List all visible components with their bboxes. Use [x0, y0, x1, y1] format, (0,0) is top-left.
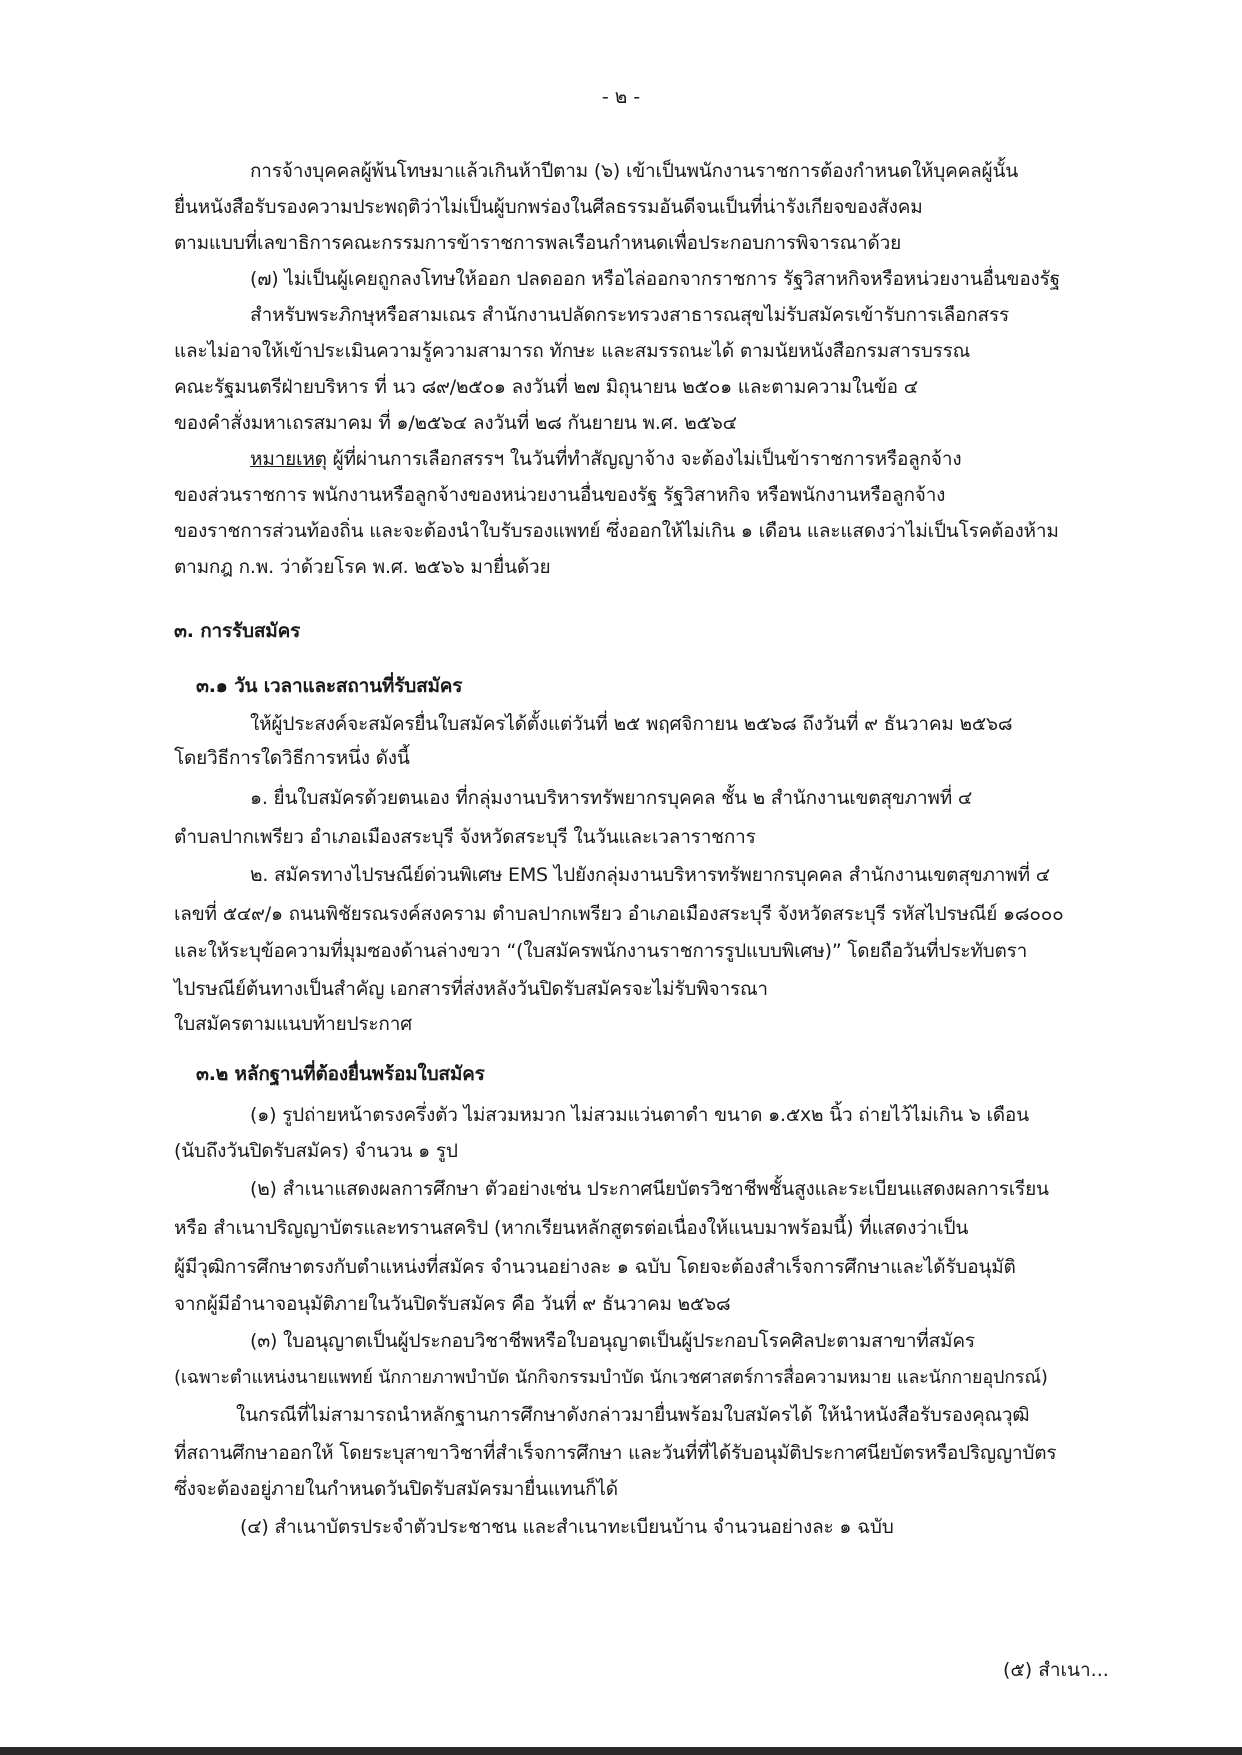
- s31-line: ให้ผู้ประสงค์จะสมัครยื่นใบสมัครได้ตั้งแต่วันที่ ๒๕ พฤศจิกายน ๒๕๖๘ ถึงวันที่ ๙ ธันวาคม ๒๕๖๘: [250, 713, 1013, 735]
- s32-line: ซึ่งจะต้องอยู่ภายในกำหนดวันปิดรับสมัครมายื่นแทนก็ได้: [174, 1478, 618, 1500]
- monk-line: และไม่อาจให้เข้าประเมินความรู้ความสามารถ ทักษะ และสมรรถนะได้ ตามนัยหนังสือกรมสารบรรณ: [174, 340, 971, 362]
- s32-line: ผู้มีวุฒิการศึกษาตรงกับตำแหน่งที่สมัคร จำนวนอย่างละ ๑ ฉบับ โดยจะต้องสำเร็จการศึกษาและได้รับอนุมัติ: [174, 1256, 1016, 1278]
- s31-line: โดยวิธีการใดวิธีการหนึ่ง ดังนี้: [174, 747, 410, 769]
- monk-line: คณะรัฐมนตรีฝ่ายบริหาร ที่ นว ๘๙/๒๕๐๑ ลงวันที่ ๒๗ มิถุนายน ๒๕๐๑ และตามความในข้อ ๔: [174, 376, 918, 398]
- intro-line: ตามแบบที่เลขาธิการคณะกรรมการข้าราชการพลเรือนกำหนดเพื่อประกอบการพิจารณาด้วย: [174, 232, 902, 254]
- monk-line: ของคำสั่งมหาเถรสมาคม ที่ ๑/๒๕๖๔ ลงวันที่ ๒๘ กันยายน พ.ศ. ๒๕๖๔: [174, 412, 737, 434]
- note-line: ของส่วนราชการ พนักงานหรือลูกจ้างของหน่วยงานอื่นของรัฐ รัฐวิสาหกิจ หรือพนักงานหรือลูกจ้าง: [174, 484, 946, 506]
- s31-line: ใบสมัครตามแนบท้ายประกาศ: [174, 1013, 413, 1035]
- s32-line: (๓) ใบอนุญาตเป็นผู้ประกอบวิชาชีพหรือใบอนุญาตเป็นผู้ประกอบโรคศิลปะตามสาขาที่สมัคร: [250, 1330, 975, 1352]
- note-text: ผู้ที่ผ่านการเลือกสรรฯ ในวันที่ทำสัญญาจ้าง จะต้องไม่เป็นข้าราชการหรือลูกจ้าง: [326, 448, 962, 470]
- note-line: ของราชการส่วนท้องถิ่น และจะต้องนำใบรับรองแพทย์ ซึ่งออกให้ไม่เกิน ๑ เดือน และแสดงว่าไม่เป็นโรคต้องห้าม: [174, 520, 1059, 542]
- page-number: - ๒ -: [601, 86, 641, 108]
- section-3-title: ๓. การรับสมัคร: [174, 620, 301, 642]
- s32-line: (๔) สำเนาบัตรประจำตัวประชาชน และสำเนาทะเบียนบ้าน จำนวนอย่างละ ๑ ฉบับ: [240, 1516, 894, 1538]
- s32-line: (นับถึงวันปิดรับสมัคร) จำนวน ๑ รูป: [174, 1140, 458, 1162]
- intro-line: การจ้างบุคคลผู้พ้นโทษมาแล้วเกินห้าปีตาม (๖) เข้าเป็นพนักงานราชการต้องกำหนดให้บุคคลผู้นั้น: [250, 160, 1019, 182]
- section-3-1-title: ๓.๑ วัน เวลาและสถานที่รับสมัคร: [196, 675, 463, 697]
- s32-line: หรือ สำเนาปริญญาบัตรและทรานสคริป (หากเรียนหลักสูตรต่อเนื่องให้แนบมาพร้อมนี้) ที่แสดงว่าเป็น: [174, 1217, 969, 1239]
- s32-line: จากผู้มีอำนาจอนุมัติภายในวันปิดรับสมัคร คือ วันที่ ๙ ธันวาคม ๒๕๖๘: [174, 1293, 731, 1315]
- s32-line: ที่สถานศึกษาออกให้ โดยระบุสาขาวิชาที่สำเร็จการศึกษา และวันที่ที่ได้รับอนุมัติประกาศนียบัตรหรือปริญญาบัตร: [174, 1442, 1057, 1464]
- s31-line: เลขที่ ๕๔๙/๑ ถนนพิชัยรณรงค์สงคราม ตำบลปากเพรียว อำเภอเมืองสระบุรี จังหวัดสระบุรี รหัสไปรษณีย์ ๑๘๐๐๐: [174, 903, 1064, 925]
- s31-line: ๑. ยื่นใบสมัครด้วยตนเอง ที่กลุ่มงานบริหารทรัพยากรบุคคล ชั้น ๒ สำนักงานเขตสุขภาพที่ ๔: [250, 787, 973, 809]
- s32-line: ในกรณีที่ไม่สามารถนำหลักฐานการศึกษาดังกล่าวมายื่นพร้อมใบสมัครได้ ให้นำหนังสือรับรองคุณวุฒิ: [236, 1404, 1030, 1426]
- item-7: (๗) ไม่เป็นผู้เคยถูกลงโทษให้ออก ปลดออก หรือไล่ออกจากราชการ รัฐวิสาหกิจหรือหน่วยงานอื่นของรัฐ: [250, 268, 1060, 290]
- note-line: ตามกฎ ก.พ. ว่าด้วยโรค พ.ศ. ๒๕๖๖ มายื่นด้วย: [174, 556, 551, 578]
- section-3-2-title: ๓.๒ หลักฐานที่ต้องยื่นพร้อมใบสมัคร: [196, 1063, 485, 1085]
- s32-line: (๒) สำเนาแสดงผลการศึกษา ตัวอย่างเช่น ประกาศนียบัตรวิชาชีพชั้นสูงและระเบียนแสดงผลการเรียน: [250, 1178, 1049, 1200]
- note-line: [250, 445, 961, 473]
- s31-line: ไปรษณีย์ต้นทางเป็นสำคัญ เอกสารที่ส่งหลังวันปิดรับสมัครจะไม่รับพิจารณา: [174, 978, 768, 1000]
- s32-line: (๑) รูปถ่ายหน้าตรงครึ่งตัว ไม่สวมหมวก ไม่สวมแว่นตาดำ ขนาด ๑.๕x๒ นิ้ว ถ่ายไว้ไม่เกิน ๖ เดือน: [250, 1104, 1029, 1126]
- s31-line: ๒. สมัครทางไปรษณีย์ด่วนพิเศษ EMS ไปยังกลุ่มงานบริหารทรัพยากรบุคคล สำนักงานเขตสุขภาพที่ ๔: [250, 864, 1050, 886]
- continued-reference: (๕) สำเนา...: [1003, 1659, 1109, 1681]
- s31-line: และให้ระบุข้อความที่มุมซองด้านล่างขวา “(ใบสมัครพนักงานราชการรูปแบบพิเศษ)” โดยถือวันที่ประทับตรา: [174, 940, 1028, 962]
- scan-edge: [0, 1747, 1242, 1755]
- intro-line: ยื่นหนังสือรับรองความประพฤติว่าไม่เป็นผู้บกพร่องในศีลธรรมอันดีจนเป็นที่น่ารังเกียจของสังคม: [174, 196, 923, 218]
- s31-line: ตำบลปากเพรียว อำเภอเมืองสระบุรี จังหวัดสระบุรี ในวันและเวลาราชการ: [174, 826, 756, 848]
- note-label: หมายเหตุ: [250, 448, 327, 470]
- monk-line: สำหรับพระภิกษุหรือสามเณร สำนักงานปลัดกระทรวงสาธารณสุขไม่รับสมัครเข้ารับการเลือกสรร: [250, 304, 1009, 326]
- s32-line: (เฉพาะตำแหน่งนายแพทย์ นักกายภาพบำบัด นักกิจกรรมบำบัด นักเวชศาสตร์การสื่อความหมาย และนักกายอุปกรณ์): [174, 1367, 1048, 1388]
